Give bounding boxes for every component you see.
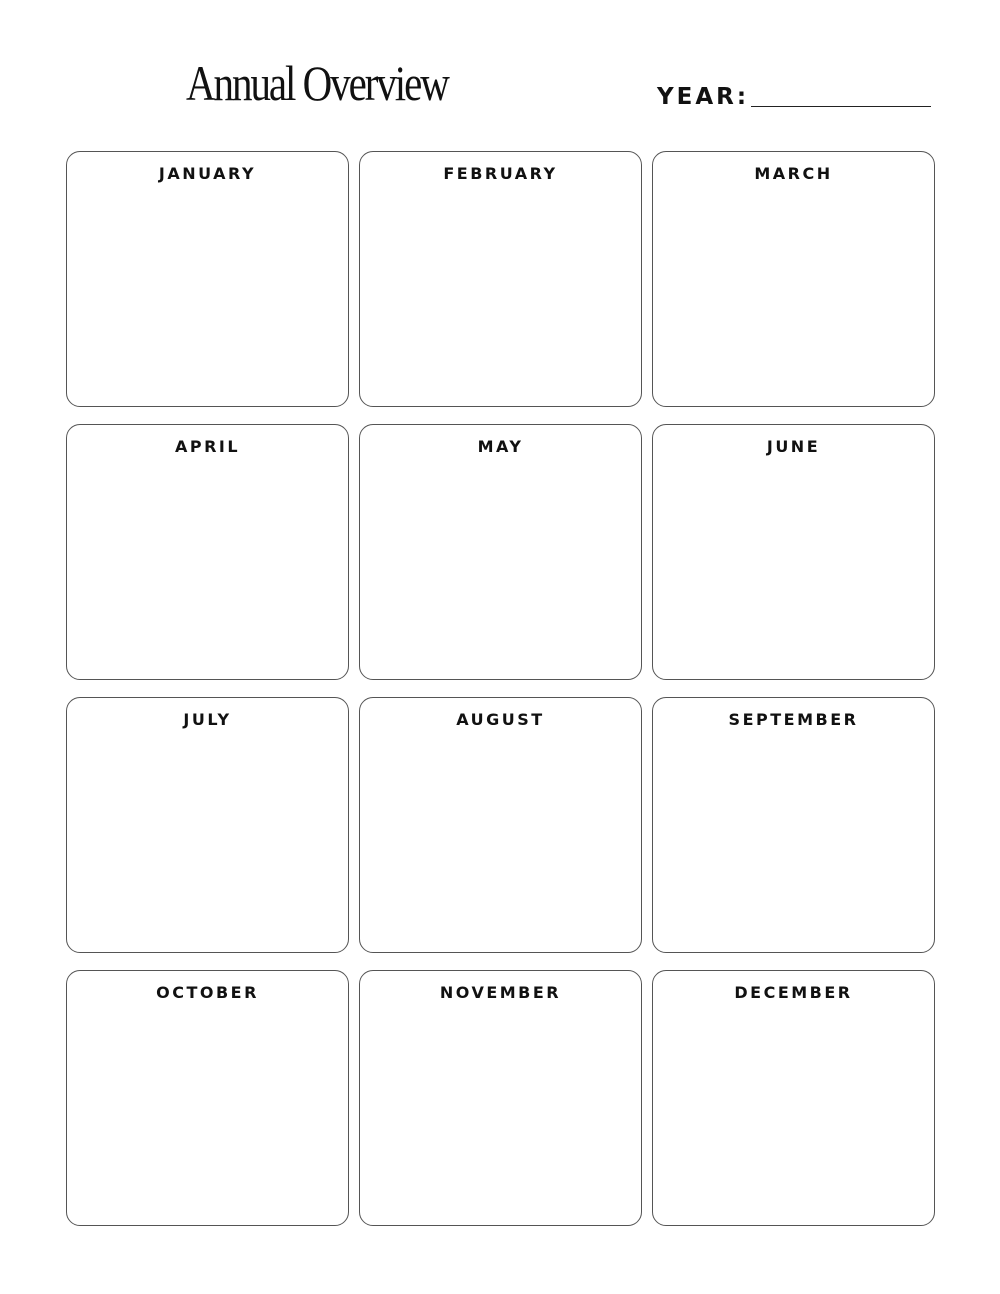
month-label: MAY — [477, 437, 524, 456]
month-label: NOVEMBER — [439, 983, 562, 1002]
page-title: Annual Overview — [186, 55, 448, 111]
month-label: OCTOBER — [156, 983, 259, 1002]
month-box-march[interactable] — [652, 151, 935, 407]
month-label: APRIL — [174, 437, 241, 456]
month-grid — [66, 151, 935, 1226]
month-box-august[interactable] — [359, 697, 642, 953]
month-label: DECEMBER — [734, 983, 853, 1002]
month-label: AUGUST — [456, 710, 545, 729]
year-write-in-line[interactable] — [751, 106, 931, 107]
month-label: JANUARY — [158, 164, 257, 183]
month-label: JULY — [183, 710, 232, 729]
month-box-december[interactable] — [652, 970, 935, 1226]
month-box-june[interactable] — [652, 424, 935, 680]
year-field — [657, 86, 931, 109]
month-box-may[interactable] — [359, 424, 642, 680]
month-box-november[interactable] — [359, 970, 642, 1226]
month-label: FEBRUARY — [443, 164, 558, 183]
month-box-january[interactable] — [66, 151, 349, 407]
month-label: SEPTEMBER — [728, 710, 859, 729]
month-box-september[interactable] — [652, 697, 935, 953]
month-box-april[interactable] — [66, 424, 349, 680]
month-label: JUNE — [766, 437, 821, 456]
month-label: MARCH — [754, 164, 833, 183]
month-box-october[interactable] — [66, 970, 349, 1226]
month-box-february[interactable] — [359, 151, 642, 407]
month-box-july[interactable] — [66, 697, 349, 953]
year-label: YEAR: — [657, 84, 750, 110]
